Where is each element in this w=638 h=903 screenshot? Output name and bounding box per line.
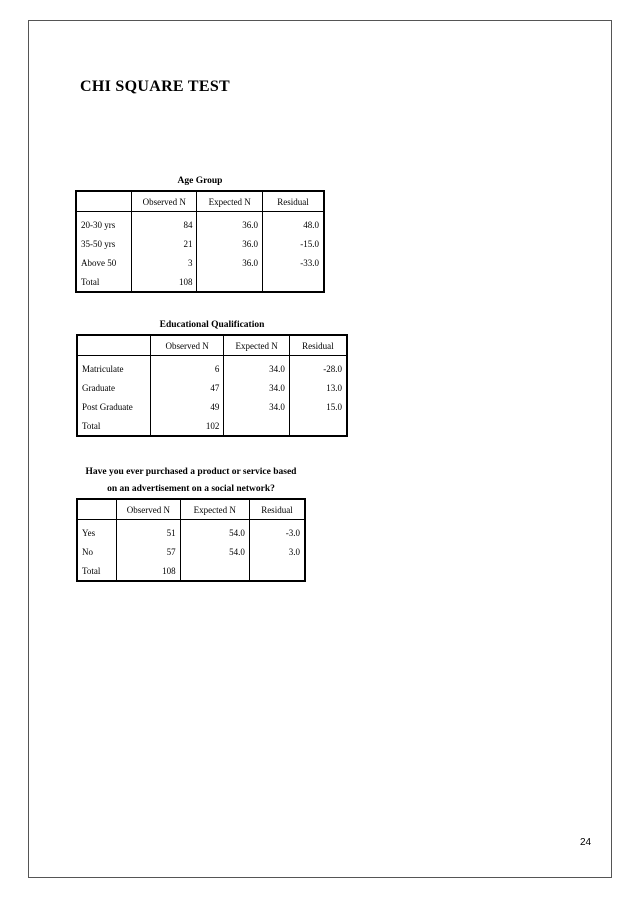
table-row-total [77, 416, 347, 436]
table-title [76, 464, 306, 498]
table-row-total [76, 272, 324, 292]
column-header: Expected N [197, 191, 262, 212]
page-heading: CHI SQUARE TEST [80, 78, 231, 95]
page-frame [28, 20, 612, 878]
row-label: Yes [77, 520, 117, 543]
column-header: Observed N [151, 335, 224, 356]
residual-cell: 15.0 [289, 397, 347, 416]
observed-cell: 3 [131, 253, 196, 272]
residual-cell: -33.0 [262, 253, 324, 272]
expected-cell: 36.0 [197, 212, 262, 235]
observed-cell: 47 [151, 378, 224, 397]
purchase-table-block [76, 464, 306, 582]
column-header: Expected N [224, 335, 289, 356]
table-header-row [77, 335, 347, 356]
expected-cell: 34.0 [224, 397, 289, 416]
residual-cell [249, 561, 305, 581]
residual-cell: -28.0 [289, 356, 347, 379]
table-row [77, 397, 347, 416]
table-row [77, 378, 347, 397]
header-empty-cell [76, 191, 131, 212]
row-label: Graduate [77, 378, 151, 397]
expected-cell [224, 416, 289, 436]
residual-cell: 13.0 [289, 378, 347, 397]
expected-cell: 54.0 [180, 520, 249, 543]
column-header: Residual [262, 191, 324, 212]
row-label: No [77, 542, 117, 561]
table-row [77, 520, 305, 543]
column-header: Observed N [117, 499, 180, 520]
table-row [77, 542, 305, 561]
table-header-row [77, 499, 305, 520]
observed-cell: 108 [131, 272, 196, 292]
row-label: Post Graduate [77, 397, 151, 416]
table-title-line: on an advertisement on a social network? [107, 484, 275, 494]
row-label: Total [77, 416, 151, 436]
column-header: Residual [249, 499, 305, 520]
table-row [77, 356, 347, 379]
age-group-table [75, 190, 325, 293]
table-row-total [77, 561, 305, 581]
expected-cell: 34.0 [224, 356, 289, 379]
row-label: Above 50 [76, 253, 131, 272]
row-label: Total [77, 561, 117, 581]
row-label: Total [76, 272, 131, 292]
purchase-table [76, 498, 306, 582]
expected-cell: 36.0 [197, 253, 262, 272]
residual-cell [262, 272, 324, 292]
column-header: Residual [289, 335, 347, 356]
table-title: Age Group [177, 176, 223, 186]
observed-cell: 6 [151, 356, 224, 379]
row-label: 35-50 yrs [76, 234, 131, 253]
row-label: 20-30 yrs [76, 212, 131, 235]
observed-cell: 21 [131, 234, 196, 253]
header-empty-cell [77, 335, 151, 356]
residual-cell: -15.0 [262, 234, 324, 253]
residual-cell [289, 416, 347, 436]
age-group-table-block [75, 176, 325, 293]
expected-cell: 54.0 [180, 542, 249, 561]
residual-cell: -3.0 [249, 520, 305, 543]
residual-cell: 3.0 [249, 542, 305, 561]
observed-cell: 108 [117, 561, 180, 581]
education-table [76, 334, 348, 437]
observed-cell: 102 [151, 416, 224, 436]
observed-cell: 49 [151, 397, 224, 416]
residual-cell: 48.0 [262, 212, 324, 235]
table-row [76, 212, 324, 235]
column-header: Observed N [131, 191, 196, 212]
page-number: 24 [580, 837, 592, 848]
observed-cell: 57 [117, 542, 180, 561]
observed-cell: 51 [117, 520, 180, 543]
expected-cell [197, 272, 262, 292]
education-table-block [76, 320, 348, 437]
row-label: Matriculate [77, 356, 151, 379]
header-empty-cell [77, 499, 117, 520]
table-row [76, 234, 324, 253]
expected-cell: 36.0 [197, 234, 262, 253]
column-header: Expected N [180, 499, 249, 520]
observed-cell: 84 [131, 212, 196, 235]
table-title: Educational Qualification [159, 320, 265, 330]
table-row [76, 253, 324, 272]
table-title-line: Have you ever purchased a product or service based [85, 467, 297, 477]
expected-cell [180, 561, 249, 581]
expected-cell: 34.0 [224, 378, 289, 397]
table-header-row [76, 191, 324, 212]
